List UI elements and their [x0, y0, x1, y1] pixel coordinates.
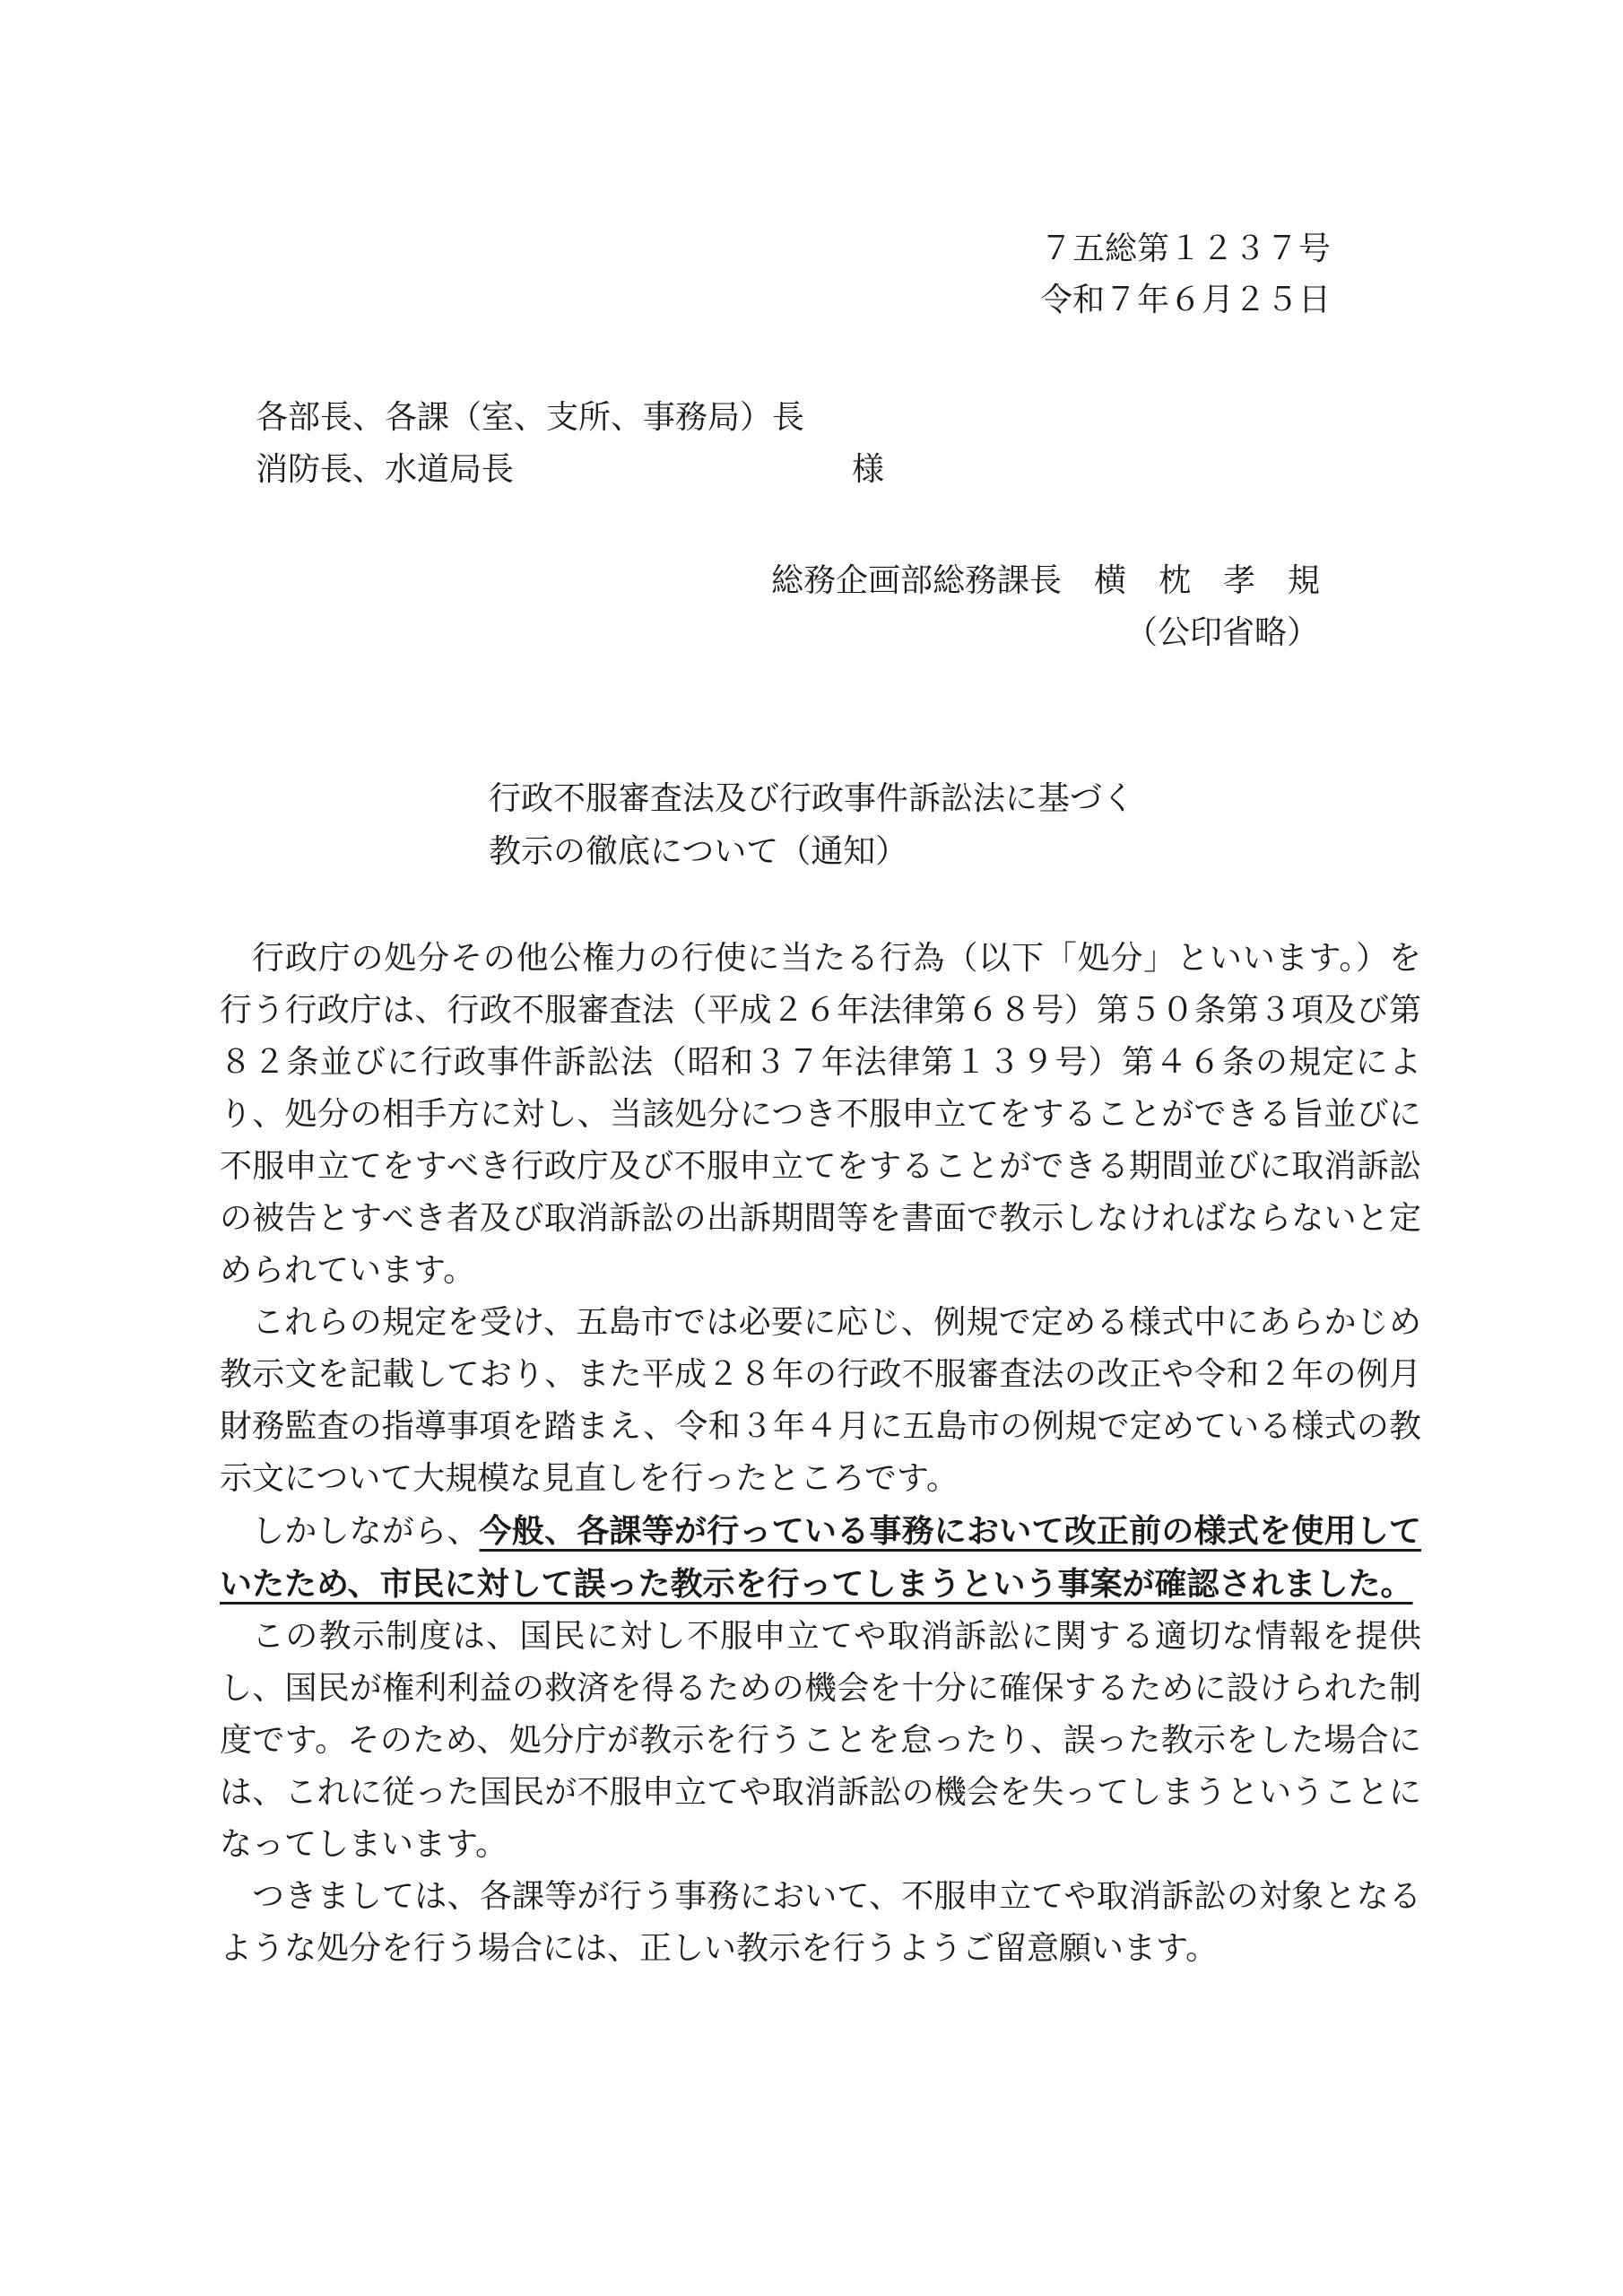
- body-paragraph-3-emphasis: 今般、各課等が行っている事務において改正前の様式を使用していたため、市民に対して誤った教示を行ってしまうという事案が確認されました。: [220, 1512, 1421, 1603]
- sender-name: 総務企画部総務課長 横 枕 孝 規: [771, 562, 1321, 599]
- recipient-line-2: 消防長、水道局長: [256, 451, 515, 488]
- body-paragraph-3: [220, 1505, 1421, 1611]
- body-paragraph-5: つきましては、各課等が行う事務において、不服申立てや取消訴訟の対象となるような処分を行う場合には、正しい教示を行うようご留意願います。: [220, 1878, 1421, 1967]
- document-body: [220, 933, 1421, 1975]
- body-paragraph-3-lead: しかしながら、: [252, 1513, 480, 1550]
- body-paragraph-2: これらの規定を受け、五島市では必要に応じ、例規で定める様式中にあらかじめ教示文を記載しており、また平成２８年の行政不服審査法の改正や令和２年の例月財務監査の指導事項を踏まえ、令和３年４月に五島市の例規で定めている様式の教示文について大規模な見直しを行ったところです。: [220, 1304, 1421, 1497]
- body-paragraph-1: 行政庁の処分その他公権力の行使に当たる行為（以下「処分」といいます。）を行う行政庁は、行政不服審査法（平成２６年法律第６８号）第５０条第３項及び第８２条並びに行政事件訴訟法（昭和３７年法律第１３９号）第４６条の規定により、処分の相手方に対し、当該処分につき不服申立てをすることができる旨並びに不服申立てをすべき行政庁及び不服申立てをすることができる期間並びに取消訴訟の被告とすべき者及び取消訴訟の出訴期間等を書面で教示しなければならないと定められています。: [220, 940, 1421, 1289]
- document-title-line-2: 教示の徹底について（通知）: [489, 833, 908, 870]
- body-paragraph-4: この教示制度は、国民に対し不服申立てや取消訴訟に関する適切な情報を提供し、国民が権利利益の救済を得るための機会を十分に確保するために設けられた制度です。そのため、処分庁が教示を行うことを怠ったり、誤った教示をした場合には、これに従った国民が不服申立てや取消訴訟の機会を失ってしまうということになってしまいます。: [220, 1618, 1421, 1863]
- recipient-honorific: 様: [852, 451, 885, 488]
- document-number: ７五総第１２３７号: [1040, 230, 1332, 267]
- seal-omitted-note: （公印省略）: [1125, 614, 1320, 651]
- document-date: 令和７年６月２５日: [1040, 282, 1332, 318]
- recipient-line-1: 各部長、各課（室、支所、事務局）長: [256, 399, 805, 436]
- document-title-line-1: 行政不服審査法及び行政事件訴訟法に基づく: [489, 780, 1135, 817]
